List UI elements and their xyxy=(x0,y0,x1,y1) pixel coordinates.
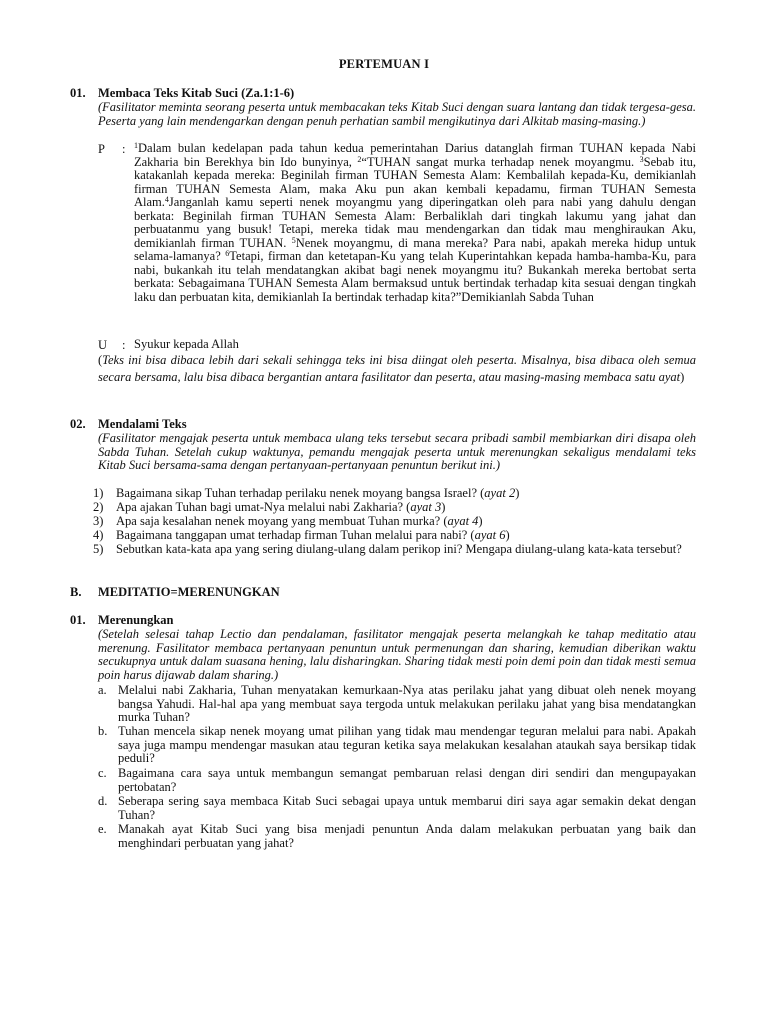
reading-note: (Teks ini bisa dibaca lebih dari sekali sehingga teks ini bisa diingat oleh peserta. Misalnya, bisa dibaca oleh semua secara bersama, lalu bisa dibaca bergantian antara fasilitator dan peserta, atau masing-masing membaca satu ayat) xyxy=(98,353,696,384)
verse-5: Nenek moyangmu, di mana mereka? Para nabi, apakah mereka hidup untuk selama-lamanya? xyxy=(134,235,697,264)
response-text: Syukur kepada Allah xyxy=(134,337,239,351)
section3-number: 01. xyxy=(70,613,86,627)
scripture-text xyxy=(134,142,696,305)
sectionB-number: B. xyxy=(70,585,82,599)
page-title: PERTEMUAN I xyxy=(338,57,430,71)
verse-number: 1 xyxy=(134,141,138,150)
section3-heading: Merenungkan xyxy=(98,613,174,627)
verse-4: Janganlah kamu seperti nenek moyangmu yang diperingatkan oleh para nabi yang dahulu dengan berkata: Beginilah firman TUHAN Semesta Alam: Berbaliklah dari tingkah lakumu yang jahat dan perbuatanmu yang busuk! Tetapi, mereka tidak mau mendengarkan dan tidak mau menghiraukan Aku, demikianlah firman TUHAN. xyxy=(134,195,696,250)
verse-number: 4 xyxy=(164,195,169,205)
verse-number: 5 xyxy=(291,235,296,245)
section1-instruction: (Fasilitator meminta seorang peserta untuk membacakan teks Kitab Suci dengan suara lantang dan tidak tergesa-gesa. Peserta yang lain mendengarkan dengan penuh perhatian sambil mengikutinya dari Alkitab masing-masing.) xyxy=(98,100,696,128)
section2-heading: Mendalami Teks xyxy=(98,417,187,431)
section1-number: 01. xyxy=(70,86,86,100)
verse-6: Tetapi, firman dan ketetapan-Ku yang telah Kuperintahkan kepada hamba-hamba-Ku, para nabi, bukankah itu telah mendatangkan akibat bagi nenek moyangmu itu? Bukankah mereka bertobat serta berkata: Sebagaimana TUHAN Semesta Alam bermaksud untuk bertindak terhadap kita sesuai dengan tingkah laku dan perbuatan kita, demikianlah Ia bertindak terhadap kita?”Demikianlah Sabda Tuhan xyxy=(134,249,696,305)
section2-instruction: (Fasilitator mengajak peserta untuk membaca ulang teks tersebut secara pribadi sambil membiarkan diri disapa oleh Sabda Tuhan. Setelah cukup waktunya, pemandu mengajak peserta untuk merenungkan sekaligus mendalami teks Kitab Suci bersama-sama dengan pertanyaan-pertanyaan penuntun berikut ini.) xyxy=(98,431,696,473)
verse-1: Dalam bulan kedelapan pada tahun kedua pemerintahan Darius datanglah firman TUHAN kepada Nabi Zakharia bin Berekhya bin Ido bunyinya, xyxy=(134,141,696,169)
u-label: U xyxy=(98,338,108,352)
section1-heading: Membaca Teks Kitab Suci (Za.1:1-6) xyxy=(98,86,295,100)
verse-number: 3 xyxy=(639,154,644,164)
section2-number: 02. xyxy=(70,417,86,431)
verse-number: 2 xyxy=(357,154,362,164)
p-colon: : xyxy=(122,142,126,156)
p-label: P xyxy=(98,142,105,156)
section3-instruction: (Setelah selesai tahap Lectio dan pendalaman, fasilitator mengajak peserta melangkah ke tahap meditatio atau merenung. Fasilitator membaca pertanyaan penuntun untuk permenungan dan sharing, kemudian diberikan waktu secukupnya untuk dalam suasana hening, lalu disharingkan. Sharing tidak mesti poin demi poin dan tidak mesti semua poin harus dijawab dalam sharing.) xyxy=(98,627,696,682)
document-page: PERTEMUAN I 01. Membaca Teks Kitab Suci (Za.1:1-6) (Fasilitator meminta seorang peserta untuk membacakan teks Kitab Suci dengan suara lantang dan tidak tergesa-gesa. Peserta yang lain mendengarkan dengan penuh perhatian sambil mengikutinya dari Alkitab masing-masing.) P : $^1$Dalam bulan kedelapan pada tahun kedua pemerintahan Darius datanglah firman TUHAN kepada Nabi Zakharia bin Berekhya bin Ido bunyinya, $^2$“TUHAN sangat murka terhadap nenek moyangmu. $^3$Sebab itu, katakanlah kepada mereka: Beginilah firman TUHAN Semesta Alam: Kembalilah kepada-Ku, demikianlah firman TUHAN Semesta Alam, maka Aku pun akan kembali kepadamu, firman TUHAN Semesta Alam.$^4$Janganlah kamu seperti nenek moyangmu yang diperingatkan oleh para nabi yang dahulu dengan berkata: Beginilah firman TUHAN Semesta Alam: Berbaliklah dari tingkah lakumu yang jahat dan perbuatanmu yang busuk! Tetapi, mereka tidak mau mendengarkan dan tidak mau menghiraukan Aku, demikianlah firman TUHAN. $^5$Nenek moyangmu, di mana mereka? Para nabi, apakah mereka hidup untuk selama-lamanya? $^6$Tetapi, firman dan ketetapan-Ku yang telah Kuperintahkan kepada hamba-hamba-Ku, para nabi, bukankah itu telah mendatangkan akibat bagi nenek moyangmu itu? Bukankah mereka bertobat serta berkata: Sebagaimana TUHAN Semesta Alam bermaksud untuk bertindak terhadap kita sesuai dengan tingkah laku dan perbuatan kita, demikianlah Ia bertindak terhadap kita?”Demikianlah Sabda Tuhan U : Syukur kepada Allah (Teks ini bisa dibaca lebih dari sekali sehingga teks ini bisa diingat oleh peserta. Misalnya, bisa dibaca oleh semua secara bersama, lalu bisa dibaca bergantian antara fasilitator dan peserta, atau masing-masing membaca satu ayat) 02. Mendalami Teks (Fasilitator mengajak peserta untuk membaca ulang teks tersebut secara pribadi sambil membiarkan diri disapa oleh Sabda Tuhan. Setelah cukup waktunya, pemandu mengajak peserta untuk merenungkan sekaligus mendalami teks Kitab Suci bersama-sama dengan pertanyaan-pertanyaan penuntun berikut ini.) 1) Bagaimana sikap Tuhan terhadap perilaku nenek moyang bangsa Israel? (ayat 2) 2) Apa ajakan Tuhan bagi umat-Nya melalui nabi Zakharia? (ayat 3) 3) Apa saja kesalahan nenek moyang yang membuat Tuhan murka? (ayat 4) 4) Bagaimana tanggapan umat terhadap firman Tuhan melalui para nabi? (ayat 6) 5) Sebutkan kata-kata apa yang sering diulang-ulang dalam perikop ini? Mengapa diulang-ulang kata-kata tersebut? B. MEDITATIO=MERENUNGKAN 01. Merenungkan (Setelah selesai tahap Lectio dan pendalaman, fasilitator mengajak peserta melangkah ke tahap meditatio atau merenung. Fasilitator membaca pertanyaan penuntun untuk permenungan dan sharing, kemudian diberikan waktu secukupnya untuk dalam suasana hening, lalu disharingkan. Sharing tidak mesti poin demi poin dan tidak mesti semua poin harus dijawab dalam sharing.) a. Melalui nabi Zakharia, Tuhan menyatakan kemurkaan-Nya atas perilaku jahat yang dibuat oleh nenek moyang bangsa Yahudi. Hal-hal apa yang membuat saya tergoda untuk melakukan perilaku jahat yang bisa mendatangkan murka Tuhan? b. Tuhan mencela sikap nenek moyang umat pilihan yang tidak mau mendengar teguran melalui para nabi. Apakah saya juga mampu mendengar masukan atau teguran ketika saya melakukan kesalahan ataukah saya bersikap tidak peduli? c. Bagaimana cara saya untuk membangun semangat pembaruan relasi dengan diri sendiri dan mengupayakan pertobatan? d. Seberapa sering saya membaca Kitab Suci sebagai upaya untuk membarui diri saya agar semakin dekat dengan Tuhan? e. Manakah ayat Kitab Suci yang bisa menjadi penuntun Anda dalam melakukan perbuatan yang baik dan menghindari perbuatan yang jahat? xyxy=(0,0,768,1024)
verse-3: Sebab itu, katakanlah kepada mereka: Beginilah firman TUHAN Semesta Alam: Kembalilah kepada-Ku, demikianlah firman TUHAN Semesta Alam, maka Aku pun akan kembali kepadamu, firman TUHAN Semesta Alam. xyxy=(134,154,696,210)
verse-2: “TUHAN sangat murka terhadap nenek moyangmu. xyxy=(361,154,640,169)
u-colon: : xyxy=(122,338,126,352)
sectionB-heading: MEDITATIO=MERENUNGKAN xyxy=(98,585,280,599)
reading-note-italic: Teks ini bisa dibaca lebih dari sekali sehingga teks ini bisa diingat oleh peserta. Misalnya, bisa dibaca oleh semua secara bersama, lalu bisa dibaca bergantian antara fasilitator dan peserta, atau masing-masing membaca satu ayat xyxy=(98,353,696,384)
verse-number: 6 xyxy=(225,249,230,259)
